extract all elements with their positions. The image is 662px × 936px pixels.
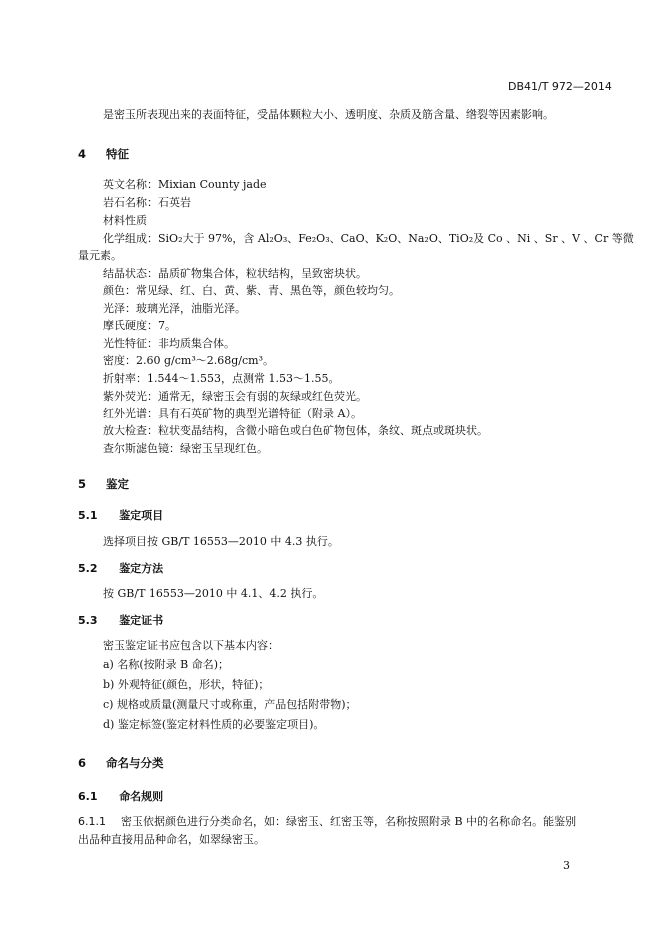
subsection-5-1-text: 选择项目按 GB/T 16553—2010 中 4.3 执行。: [103, 535, 339, 548]
feature-rock-name: 岩石名称：石英岩: [103, 196, 191, 209]
feature-infrared-spectrum: 红外光谱：具有石英矿物的典型光谱特征（附录 A）。: [103, 407, 362, 420]
subsection-5-2-text: 按 GB/T 16553—2010 中 4.1、4.2 执行。: [103, 587, 324, 600]
section-number: 4: [78, 147, 87, 161]
certificate-list-item: d) 鉴定标签(鉴定材料性质的必要鉴定项目)。: [103, 718, 325, 731]
feature-uv-fluorescence: 紫外荧光：通常无，绿密玉会有弱的灰绿或红色荧光。: [103, 390, 367, 403]
feature-luster: 光泽：玻璃光泽，油脂光泽。: [103, 302, 246, 315]
feature-material-heading: 材料性质: [103, 214, 147, 227]
section-4-heading: [78, 146, 129, 162]
subsection-number: 5.2: [78, 562, 98, 575]
subsection-number: 5.1: [78, 509, 98, 522]
feature-optical: 光性特征：非均质集合体。: [103, 337, 235, 350]
intro-paragraph: 是密玉所表现出来的表面特征，受晶体颗粒大小、透明度、杂质及筋含量、绺裂等因素影响。: [103, 108, 554, 121]
feature-chemical-composition: 化学组成：SiO₂大于 97%，含 Al₂O₃、Fe₂O₃、CaO、K₂O、Na₂O、TiO₂及 Co 、Ni 、Sr 、V 、Cr 等微: [103, 232, 634, 245]
section-title: 特征: [106, 147, 130, 161]
subsection-5-3-heading: [78, 612, 163, 628]
section-title: 命名与分类: [106, 756, 164, 770]
feature-color: 颜色：常见绿、红、白、黄、紫、青、黑色等，颜色较均匀。: [103, 284, 400, 297]
section-number: 5: [78, 477, 87, 491]
certificate-list-item: c) 规格或质量(测量尺寸或称重，产品包括附带物)；: [103, 698, 357, 711]
feature-english-name: 英文名称：Mixian County jade: [103, 178, 267, 191]
feature-hardness: 摩氏硬度：7。: [103, 319, 176, 332]
certificate-list-item: b) 外观特征(颜色，形状，特征)；: [103, 678, 270, 691]
subsection-title: 鉴定证书: [119, 614, 164, 627]
feature-chemical-composition-cont: 量元素。: [78, 249, 122, 262]
subsection-title: 命名规则: [119, 790, 164, 803]
certificate-list-item: a) 名称(按附录 B 命名)；: [103, 658, 230, 671]
section-5-heading: [78, 476, 129, 492]
subsection-number: 6.1: [78, 790, 98, 803]
subsection-title: 鉴定方法: [119, 562, 164, 575]
feature-density: 密度：2.60 g/cm³～2.68g/cm³。: [103, 354, 274, 367]
certificate-intro: 密玉鉴定证书应包含以下基本内容：: [103, 639, 279, 652]
subsection-number: 5.3: [78, 614, 98, 627]
page-number: 3: [563, 859, 570, 872]
subsection-6-1-heading: [78, 788, 163, 804]
section-number: 6: [78, 756, 87, 770]
clause-6-1-1: [78, 814, 576, 830]
subsection-5-1-heading: [78, 507, 163, 523]
section-6-heading: [78, 755, 164, 771]
feature-magnification: 放大检查：粒状变晶结构，含微小暗色或白色矿物包体，条纹、斑点或斑块状。: [103, 424, 488, 437]
feature-chelsea-filter: 查尔斯滤色镜：绿密玉呈现红色。: [103, 442, 268, 455]
subsection-title: 鉴定项目: [119, 509, 164, 522]
clause-text-line2: 出品种直接用品种命名，如翠绿密玉。: [78, 833, 265, 846]
feature-refractive-index: 折射率：1.544～1.553，点测常 1.53～1.55。: [103, 372, 340, 385]
standard-code-header: DB41/T 972—2014: [508, 80, 612, 93]
clause-number: 6.1.1: [78, 815, 106, 828]
feature-crystal-state: 结晶状态：晶质矿物集合体，粒状结构，呈致密块状。: [103, 267, 367, 280]
section-title: 鉴定: [106, 477, 130, 491]
subsection-5-2-heading: [78, 560, 163, 576]
clause-text-line1: 密玉依据颜色进行分类命名，如：绿密玉、红密玉等，名称按照附录 B 中的名称命名。能鉴别: [121, 815, 577, 828]
